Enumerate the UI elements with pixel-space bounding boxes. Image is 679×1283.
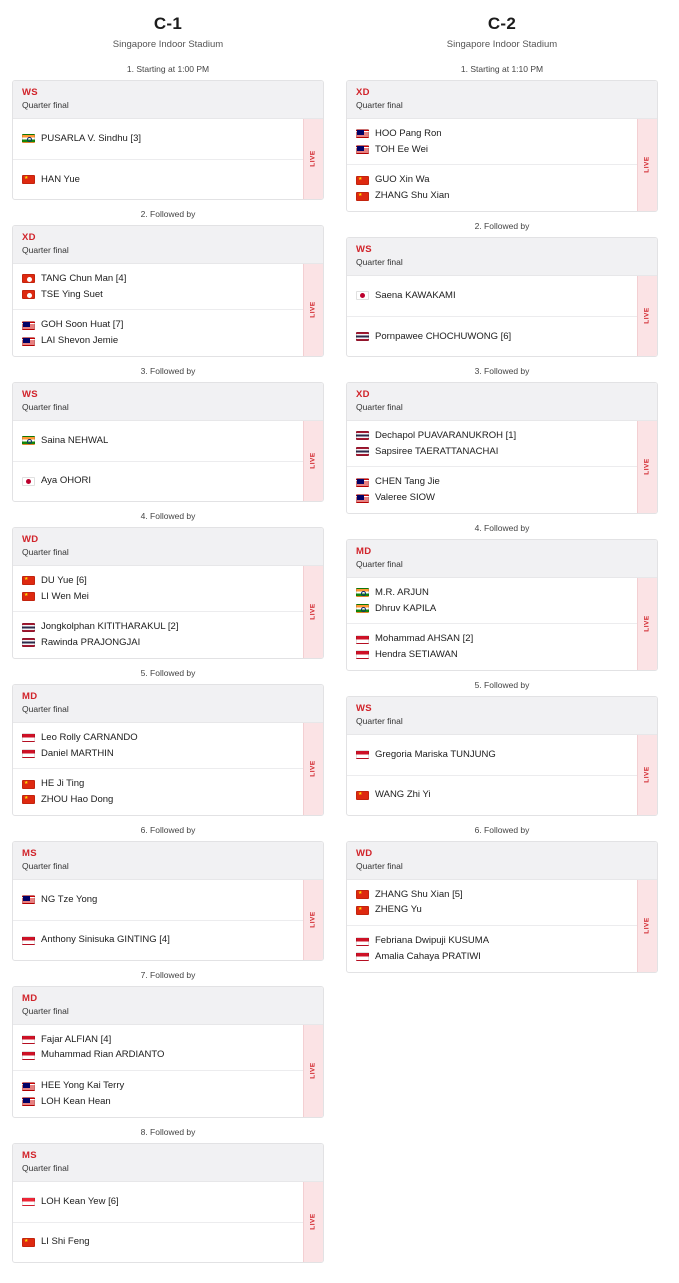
player-name: Rawinda PRAJONGJAI [41, 637, 141, 649]
flag-icon [22, 733, 35, 742]
player-row [356, 444, 628, 460]
match-header [13, 842, 323, 880]
player-row [22, 317, 294, 333]
player-row [356, 585, 628, 601]
match-side [347, 119, 637, 165]
player-name: Gregoria Mariska TUNJUNG [375, 748, 496, 760]
player-name: Dechapol PUAVARANUKROH [1] [375, 429, 517, 441]
round-name: Quarter final [356, 99, 403, 110]
court-header [12, 14, 324, 50]
flag-icon [22, 592, 35, 601]
flag-icon [22, 477, 35, 486]
player-name: Leo Rolly CARNANDO [41, 731, 138, 743]
player-row [356, 172, 628, 188]
flag-icon [356, 890, 369, 899]
match-body [347, 421, 657, 513]
player-row [356, 747, 628, 763]
match-side [13, 264, 303, 310]
player-name: Daniel MARTHIN [41, 747, 114, 759]
player-row [22, 1047, 294, 1063]
live-badge[interactable] [637, 119, 657, 211]
match-side [347, 466, 637, 513]
live-label: LIVE [309, 452, 317, 470]
event-code: XD [356, 388, 370, 400]
player-row [22, 1032, 294, 1048]
match-body [13, 880, 323, 960]
event-code: WS [22, 87, 38, 98]
player-row [22, 932, 294, 948]
live-badge[interactable] [637, 880, 657, 972]
round-name: Quarter final [22, 703, 69, 714]
player-row [356, 887, 628, 903]
match-side [347, 316, 637, 356]
match-body [13, 566, 323, 658]
match-slot-label: 1. Starting at 1:00 PM [126, 64, 210, 74]
flag-icon [356, 332, 369, 341]
player-name: Saina NEHWAL [41, 434, 109, 446]
court-columns [12, 14, 667, 1263]
event-code: MD [22, 690, 38, 702]
player-name: Sapsiree TAERATTANACHAI [375, 445, 499, 457]
match-side [13, 421, 303, 461]
match-slot-label: 7. Followed by [140, 969, 196, 980]
round-name: Quarter final [22, 546, 69, 557]
flag-icon [22, 1035, 35, 1044]
flag-icon [22, 638, 35, 647]
match-header [13, 685, 323, 723]
player-row [22, 619, 294, 635]
player-name: Dhruv KAPILA [375, 602, 437, 614]
flag-icon [22, 576, 35, 585]
player-name: Saena KAWAKAMI [375, 290, 456, 302]
player-name: LI Shi Feng [41, 1236, 90, 1248]
player-name: CHEN Tang Jie [375, 476, 440, 488]
player-row [22, 433, 294, 449]
player-row [356, 142, 628, 158]
flag-icon [22, 175, 35, 184]
match-slot-label: 4. Followed by [140, 510, 196, 521]
live-badge[interactable] [303, 119, 323, 199]
player-row [22, 1078, 294, 1094]
event-code: WD [356, 847, 373, 859]
match-slot-label: 6. Followed by [140, 824, 196, 835]
player-name: DU Yue [6] [41, 574, 87, 586]
event-code: WS [356, 243, 372, 255]
match-side [13, 566, 303, 612]
match-header [347, 81, 657, 119]
player-row [22, 589, 294, 605]
player-row [22, 1234, 294, 1250]
player-row [356, 647, 628, 663]
player-row [22, 131, 294, 147]
court-venue: Singapore Indoor Stadium [446, 39, 558, 50]
player-row [22, 172, 294, 188]
flag-icon [22, 134, 35, 143]
match-side [13, 309, 303, 356]
live-badge[interactable] [303, 566, 323, 658]
match-body [13, 119, 323, 199]
match-header [13, 226, 323, 264]
flag-icon [356, 750, 369, 759]
match-card[interactable] [346, 696, 658, 816]
player-row [22, 730, 294, 746]
round-name: Quarter final [22, 244, 69, 255]
flag-icon [356, 176, 369, 185]
flag-icon [356, 635, 369, 644]
player-name: ZHENG Yu [375, 904, 422, 916]
live-label: LIVE [309, 760, 317, 777]
flag-icon [356, 937, 369, 946]
match-header [347, 540, 657, 578]
player-row [356, 188, 628, 204]
match-sides [347, 421, 637, 513]
flag-icon [356, 431, 369, 440]
court-header [346, 14, 658, 50]
flag-icon [356, 604, 369, 613]
match-sides [13, 421, 303, 501]
match-body [13, 723, 323, 815]
match-slot-label: 8. Followed by [140, 1126, 196, 1137]
flag-icon [22, 780, 35, 789]
player-name: Anthony Sinisuka GINTING [4] [41, 934, 170, 946]
match-sides [13, 880, 303, 960]
match-side [347, 578, 637, 624]
match-header [347, 383, 657, 421]
player-row [22, 892, 294, 908]
match-body [347, 880, 657, 972]
player-name: M.R. ARJUN [375, 586, 429, 598]
match-side [13, 768, 303, 815]
match-side [347, 276, 637, 316]
match-sides [347, 276, 637, 356]
flag-icon [356, 952, 369, 961]
event-code: MS [22, 1149, 37, 1161]
match-sides [13, 264, 303, 356]
player-name: TSE Ying Suet [41, 288, 103, 300]
match-sides [13, 723, 303, 815]
match-card[interactable] [12, 382, 324, 502]
player-row [22, 1194, 294, 1210]
event-code: MD [22, 992, 38, 1004]
match-side [13, 1070, 303, 1117]
event-code: WD [22, 533, 39, 545]
flag-icon [356, 906, 369, 915]
match-sides [347, 119, 637, 211]
match-card[interactable] [346, 382, 658, 514]
flag-icon [22, 623, 35, 632]
live-label: LIVE [309, 1213, 317, 1230]
match-sides [347, 880, 637, 972]
live-badge[interactable] [303, 421, 323, 501]
match-card[interactable] [12, 527, 324, 659]
flag-icon [22, 795, 35, 804]
match-side [13, 1222, 303, 1262]
player-name: LOH Kean Yew [6] [41, 1195, 119, 1207]
match-card[interactable] [12, 841, 324, 961]
player-row [356, 601, 628, 617]
court-column [12, 14, 324, 1263]
player-name: TOH Ee Wei [375, 143, 428, 155]
match-sides [347, 735, 637, 815]
player-row [22, 271, 294, 287]
player-name: TANG Chun Man [4] [41, 272, 127, 284]
match-sides [13, 1025, 303, 1117]
match-card[interactable] [346, 80, 658, 212]
player-name: Amalia Cahaya PRATIWI [375, 951, 481, 963]
flag-icon [22, 274, 35, 283]
match-side [13, 723, 303, 769]
live-label: LIVE [309, 603, 317, 621]
match-body [13, 264, 323, 356]
match-card[interactable] [12, 986, 324, 1118]
player-row [356, 428, 628, 444]
player-row [22, 287, 294, 303]
match-card[interactable] [12, 80, 324, 200]
live-badge[interactable] [303, 723, 323, 815]
match-side [13, 1182, 303, 1222]
flag-icon [356, 650, 369, 659]
match-sides [13, 1182, 303, 1262]
flag-icon [356, 478, 369, 487]
flag-icon [22, 1238, 35, 1247]
live-label: LIVE [309, 1062, 317, 1079]
round-name: Quarter final [356, 715, 403, 726]
match-side [347, 623, 637, 670]
player-name: LOH Kean Hean [41, 1095, 111, 1107]
match-card[interactable] [346, 237, 658, 357]
live-badge[interactable] [303, 264, 323, 356]
player-row [22, 333, 294, 349]
match-slot-label: 4. Followed by [474, 522, 530, 533]
player-row [356, 933, 628, 949]
match-header [13, 383, 323, 421]
player-name: ZHANG Shu Xian [375, 190, 450, 202]
player-name: Jongkolphan KITITHARAKUL [2] [41, 621, 179, 633]
match-body [13, 421, 323, 501]
flag-icon [22, 290, 35, 299]
player-name: LAI Shevon Jemie [41, 335, 119, 347]
match-slot-label: 5. Followed by [140, 667, 196, 678]
player-name: Aya OHORI [41, 475, 91, 487]
match-side [347, 164, 637, 211]
flag-icon [356, 291, 369, 300]
player-row [22, 746, 294, 762]
flag-icon [22, 337, 35, 346]
live-badge[interactable] [637, 276, 657, 356]
event-code: MD [356, 545, 372, 557]
live-label: LIVE [309, 301, 317, 319]
live-badge[interactable] [637, 578, 657, 670]
match-side [347, 735, 637, 775]
flag-icon [22, 1051, 35, 1060]
round-name: Quarter final [356, 256, 403, 267]
round-name: Quarter final [356, 401, 403, 412]
player-name: Febriana Dwipuji KUSUMA [375, 935, 490, 947]
flag-icon [356, 494, 369, 503]
player-row [356, 787, 628, 803]
match-side [13, 159, 303, 199]
match-body [347, 276, 657, 356]
match-side [13, 461, 303, 501]
event-code: XD [356, 87, 370, 98]
live-label: LIVE [309, 150, 317, 168]
player-name: Fajar ALFIAN [4] [41, 1033, 112, 1045]
live-badge[interactable] [637, 735, 657, 815]
match-card[interactable] [12, 225, 324, 357]
player-name: ZHOU Hao Dong [41, 794, 114, 806]
player-name: HOO Pang Ron [375, 127, 442, 139]
live-label: LIVE [643, 458, 651, 476]
match-side [13, 119, 303, 159]
player-name: GUO Xin Wa [375, 174, 430, 186]
court-name: C-1 [153, 14, 183, 33]
court-name: C-2 [487, 14, 517, 33]
live-label: LIVE [643, 307, 651, 325]
live-label: LIVE [643, 917, 651, 934]
player-name: NG Tze Yong [41, 893, 98, 905]
player-name: Mohammad AHSAN [2] [375, 633, 474, 645]
player-row [22, 473, 294, 489]
event-code: WS [356, 702, 372, 714]
player-name: Muhammad Rian ARDIANTO [41, 1049, 165, 1061]
flag-icon [22, 436, 35, 445]
match-slot-label: 1. Starting at 1:10 PM [460, 64, 544, 74]
match-slot-label: 2. Followed by [474, 220, 530, 231]
player-row [356, 126, 628, 142]
flag-icon [356, 192, 369, 201]
player-name: Hendra SETIAWAN [375, 649, 458, 661]
match-slot-label: 3. Followed by [474, 365, 530, 376]
flag-icon [22, 749, 35, 758]
flag-icon [356, 447, 369, 456]
player-name: GOH Soon Huat [7] [41, 319, 124, 331]
player-name: ZHANG Shu Xian [5] [375, 888, 463, 900]
event-code: MS [22, 847, 37, 859]
player-name: LI Wen Mei [41, 590, 89, 602]
match-header [347, 697, 657, 735]
match-slot-label: 6. Followed by [474, 824, 530, 835]
match-side [13, 920, 303, 960]
round-name: Quarter final [22, 401, 69, 412]
match-body [347, 119, 657, 211]
match-side [13, 1025, 303, 1071]
match-header [13, 528, 323, 566]
player-row [356, 631, 628, 647]
round-name: Quarter final [22, 860, 69, 871]
match-sides [13, 119, 303, 199]
match-body [13, 1182, 323, 1262]
event-code: WS [22, 388, 38, 400]
player-name: HE Ji Ting [41, 778, 85, 790]
player-name: Valeree SIOW [375, 492, 436, 504]
match-header [347, 842, 657, 880]
match-card[interactable] [346, 539, 658, 671]
player-row [356, 490, 628, 506]
match-side [347, 775, 637, 815]
round-name: Quarter final [22, 1162, 69, 1173]
live-badge[interactable] [637, 421, 657, 513]
flag-icon [356, 145, 369, 154]
flag-icon [22, 321, 35, 330]
player-row [22, 776, 294, 792]
match-header [13, 81, 323, 119]
player-name: HEE Yong Kai Terry [41, 1080, 125, 1092]
match-header [347, 238, 657, 276]
round-name: Quarter final [22, 1005, 69, 1016]
court-column [346, 14, 658, 973]
live-badge[interactable] [303, 1182, 323, 1262]
player-row [356, 474, 628, 490]
match-sides [13, 566, 303, 658]
live-badge[interactable] [303, 880, 323, 960]
match-slot-label: 2. Followed by [140, 208, 196, 219]
match-header [13, 987, 323, 1025]
live-label: LIVE [309, 911, 317, 928]
player-row [356, 288, 628, 304]
flag-icon [22, 1082, 35, 1091]
live-label: LIVE [643, 766, 651, 784]
court-venue: Singapore Indoor Stadium [112, 39, 224, 50]
flag-icon [356, 129, 369, 138]
match-slot-label: 3. Followed by [140, 365, 196, 376]
flag-icon [356, 791, 369, 800]
player-row [356, 329, 628, 345]
match-body [347, 735, 657, 815]
match-body [347, 578, 657, 670]
player-row [22, 635, 294, 651]
match-side [13, 611, 303, 658]
flag-icon [22, 936, 35, 945]
player-name: WANG Zhi Yi [375, 789, 431, 801]
match-side [347, 925, 637, 972]
match-card[interactable] [12, 1143, 324, 1263]
player-name: PUSARLA V. Sindhu [3] [41, 133, 141, 145]
player-row [22, 1094, 294, 1110]
match-side [13, 880, 303, 920]
player-name: HAN Yue [41, 173, 80, 185]
player-row [22, 792, 294, 808]
flag-icon [22, 1097, 35, 1106]
flag-icon [22, 895, 35, 904]
match-card[interactable] [12, 684, 324, 816]
player-row [22, 573, 294, 589]
live-label: LIVE [643, 156, 651, 174]
flag-icon [22, 1197, 35, 1206]
player-row [356, 949, 628, 965]
player-row [356, 902, 628, 918]
player-name: Pornpawee CHOCHUWONG [6] [375, 330, 512, 342]
event-code: XD [22, 231, 36, 243]
match-card[interactable] [346, 841, 658, 973]
match-sides [347, 578, 637, 670]
match-header [13, 1144, 323, 1182]
round-name: Quarter final [356, 860, 403, 871]
match-slot-label: 5. Followed by [474, 679, 530, 690]
round-name: Quarter final [356, 558, 403, 569]
match-body [13, 1025, 323, 1117]
match-side [347, 421, 637, 467]
round-name: Quarter final [22, 99, 69, 110]
live-label: LIVE [643, 615, 651, 633]
flag-icon [356, 588, 369, 597]
match-side [347, 880, 637, 926]
live-badge[interactable] [303, 1025, 323, 1117]
